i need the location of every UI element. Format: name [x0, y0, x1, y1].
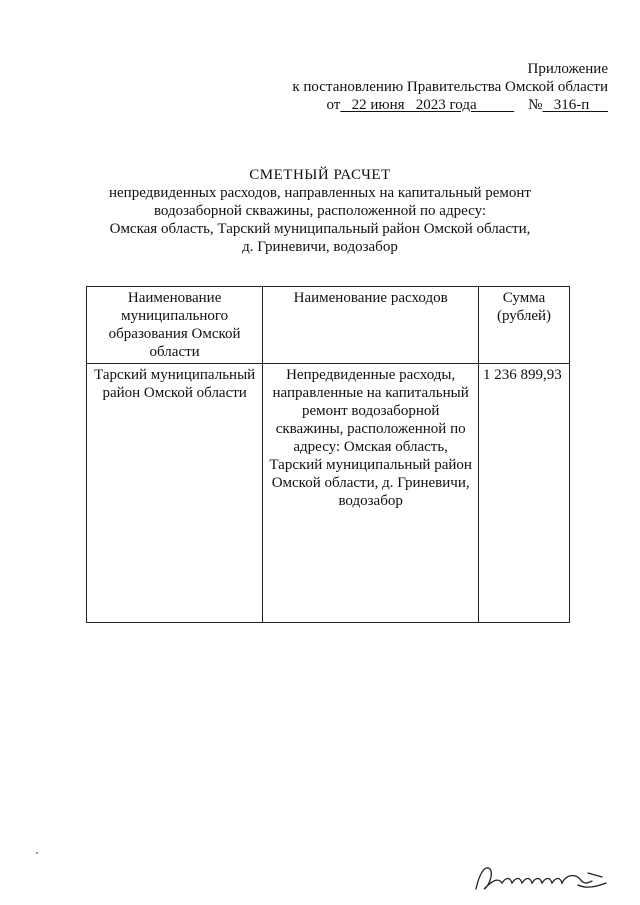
cell-expense-name: Непредвиденные расходы, направленные на капитальный ремонт водозаборной скважины, расположенной по адресу: Омская область, Тарский муниципальный район Омской области, д. Гриневичи, водозабор	[263, 364, 479, 623]
scan-speck	[36, 852, 38, 854]
title-line-1: непредвиденных расходов, направленных на капитальный ремонт	[109, 185, 531, 201]
document-title-block	[40, 166, 600, 256]
header-expense-name: Наименование расходов	[263, 287, 479, 364]
resolution-date: 22 июня 2023 года	[340, 97, 515, 113]
header-amount: Сумма (рублей)	[479, 287, 570, 364]
date-prefix: от	[326, 97, 341, 113]
number-prefix: №	[528, 97, 543, 113]
signature-mark	[470, 859, 610, 895]
document-heading: СМЕТНЫЙ РАСЧЕТ	[249, 167, 391, 183]
cell-amount: 1 236 899,93	[479, 364, 570, 623]
appendix-block	[228, 60, 608, 114]
header-municipality: Наименование муниципального образования Омской области	[87, 287, 263, 364]
appendix-resolution-reference: к постановлению Правительства Омской области	[292, 79, 608, 95]
cell-municipality: Тарский муниципальный район Омской области	[87, 364, 263, 623]
table-row	[87, 364, 570, 623]
title-line-4: д. Гриневичи, водозабор	[242, 239, 398, 255]
appendix-date-number-line	[228, 96, 608, 114]
appendix-label: Приложение	[527, 61, 608, 77]
resolution-number: 316-п	[542, 97, 608, 113]
title-line-3: Омская область, Тарский муниципальный район Омской области,	[109, 221, 531, 237]
table-header-row	[87, 287, 570, 364]
title-line-2: водозаборной скважины, расположенной по адресу:	[153, 203, 487, 219]
estimate-table	[86, 286, 570, 623]
